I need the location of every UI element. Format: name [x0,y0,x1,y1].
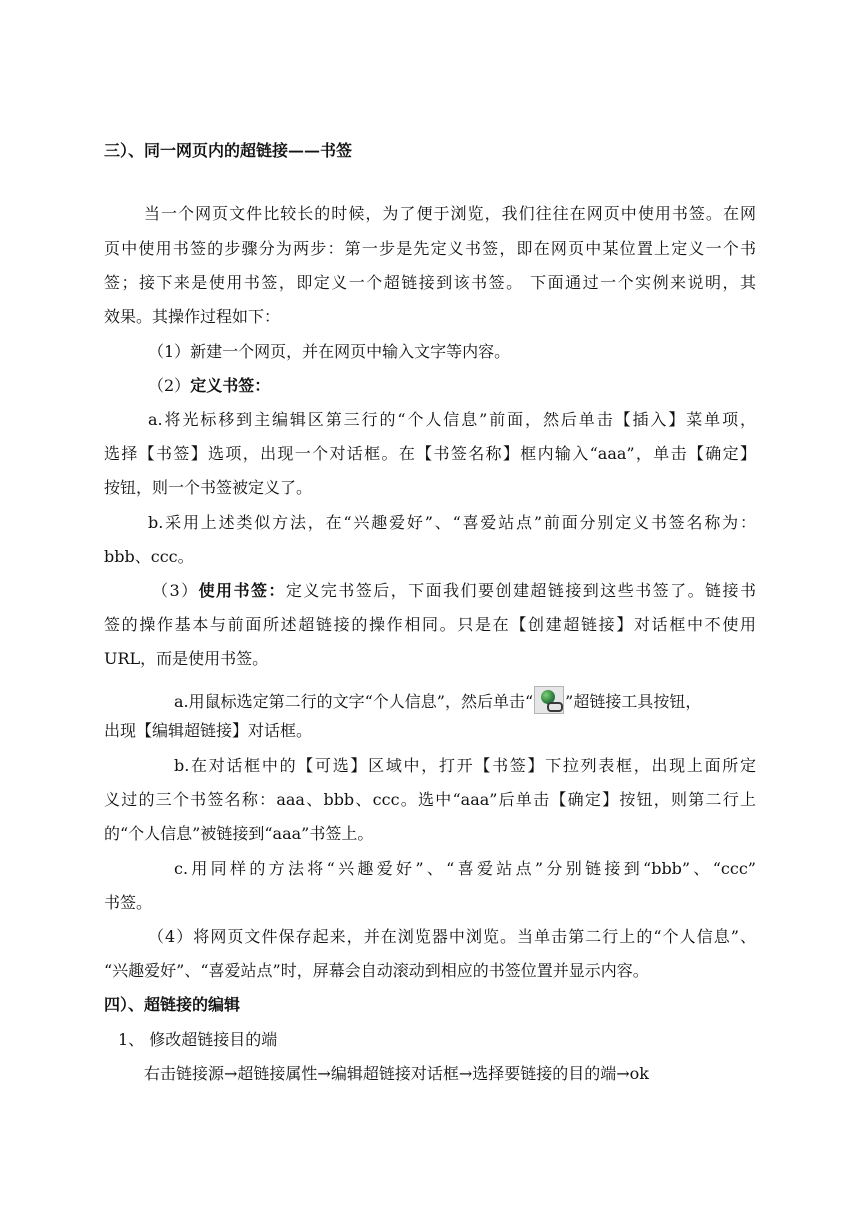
step-3a-text-after-icon: ”超链接工具按钮， [565,692,702,711]
list-item-1-description: 右击链接源→超链接属性→编辑超链接对话框→选择要链接的目的端→ok [144,1064,649,1083]
intro-line-2: 页中使用书签的步骤分为两步：第一步是先定义书签，即在网页中某位置上定义一个书 [104,239,756,258]
step-1-text: （1）新建一个网页，并在网页中输入文字等内容。 [148,342,511,361]
step-3c-line-1: c.用同样的方法将“兴趣爱好”、“喜爱站点”分别链接到“bbb”、“ccc” [174,859,756,878]
step-2a-line-3: 按钮，则一个书签被定义了。 [104,478,313,497]
step-2b-line-1: b.采用上述类似方法，在“兴趣爱好”、“喜爱站点”前面分别定义书签名称为： [148,513,756,532]
step-3-heading [152,580,756,602]
step-4-line-2: “兴趣爱好”、“喜爱站点”时，屏幕会自动滚动到相应的书签位置并显示内容。 [104,961,649,980]
step-2b-line-2: bbb、ccc。 [104,547,194,566]
section-heading-edit-links: 四）、超链接的编辑 [104,995,241,1014]
step-2-title: 定义书签： [190,376,271,395]
step-3a-line-1 [174,686,701,714]
intro-line-3: 签；接下来是使用书签，即定义一个超链接到该书签。 下面通过一个实例来说明，其 [104,273,756,292]
hyperlink-tool-icon [534,686,564,714]
step-3-text: 定义完书签后，下面我们要创建超链接到这些书签了。链接书 [285,581,756,600]
step-3-title: 使用书签： [198,581,286,600]
section-heading-bookmarks: 三）、同一网页内的超链接——书签 [104,141,353,160]
step-3b-line-3: 的“个人信息”被链接到“aaa”书签上。 [104,824,374,843]
step-3-line-3: URL，而是使用书签。 [104,649,269,668]
step-3-number: （3） [152,581,199,600]
step-2-number: （2） [148,376,191,395]
step-2a-line-2: 选择【书签】选项，出现一个对话框。在【书签名称】框内输入“aaa”，单击【确定】 [104,444,756,463]
intro-line-1: 当一个网页文件比较长的时候，为了便于浏览，我们往往在网页中使用书签。在网 [144,204,756,223]
step-2-heading [148,375,270,397]
step-3-line-2: 签的操作基本与前面所述超链接的操作相同。只是在【创建超链接】对话框中不使用 [104,615,756,634]
step-2a-line-1: a.将光标移到主编辑区第三行的“个人信息”前面，然后单击【插入】菜单项， [148,410,756,429]
step-3a-text-before-icon: a.用鼠标选定第二行的文字“个人信息”，然后单击“ [174,692,534,711]
intro-line-4: 效果。其操作过程如下： [104,307,281,326]
step-3a-line-2: 出现【编辑超链接】对话框。 [104,721,313,740]
step-4-line-1: （4）将网页文件保存起来，并在浏览器中浏览。当单击第二行上的“个人信息”、 [148,927,756,946]
step-3c-line-2: 书签。 [104,893,153,912]
list-item-1: 1、 修改超链接目的端 [118,1030,278,1049]
step-3b-line-1: b.在对话框中的【可选】区域中，打开【书签】下拉列表框，出现上面所定 [174,756,756,775]
step-3b-line-2: 义过的三个书签名称：aaa、bbb、ccc。选中“aaa”后单击【确定】按钮，则第二行上 [104,790,756,809]
